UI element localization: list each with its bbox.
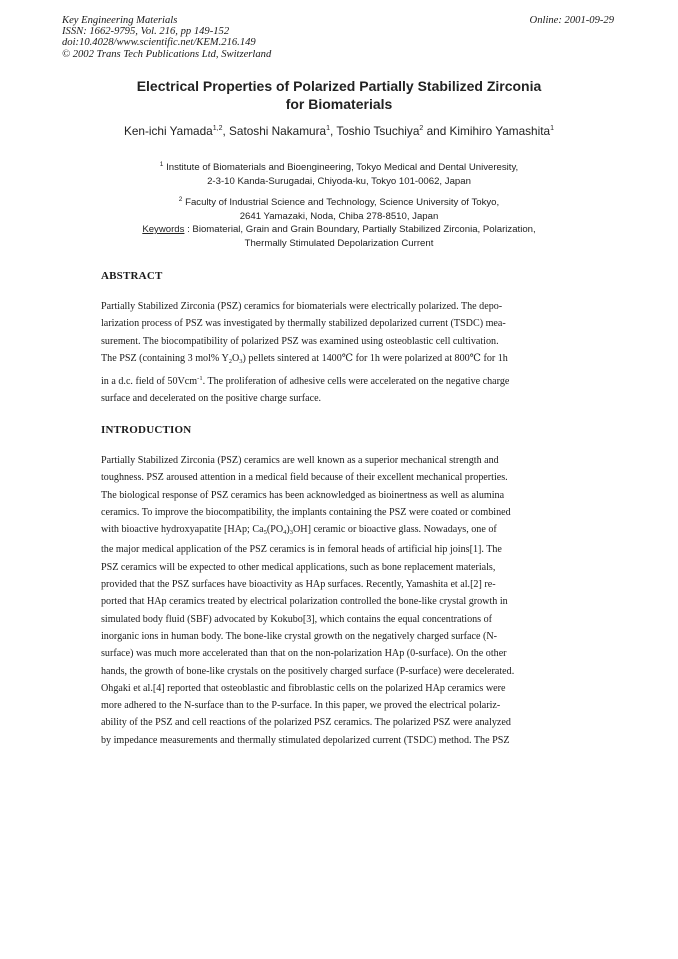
keywords-label: Keywords — [142, 224, 185, 235]
text-run: . The proliferation of adhesive cells were accelerated on the negative charge — [202, 376, 510, 388]
text-line: Partially Stabilized Zirconia (PSZ) ceramics for biomaterials were electrically polarized. The depo- — [101, 301, 503, 312]
affiliation-line — [60, 158, 618, 175]
superscript: -1 — [197, 375, 203, 383]
affiliation-mark: 2 — [178, 196, 183, 203]
keywords-text: : Biomaterial, Grain and Grain Boundary, Partially Stabilized Zirconia, Polarization, — [184, 224, 536, 235]
text-line: inorganic ions in human body. The bone-like crystal growth on the negatively charged surface (N- — [101, 630, 497, 642]
affiliation-mark: 1,2 — [212, 125, 223, 132]
keywords — [60, 223, 618, 251]
text-line: Ohgaki et al.[4] reported that osteoblastic and fibroblastic cells on the polarized HAp ceramics were — [101, 682, 506, 694]
author-name: Kimihiro Yamashita — [449, 124, 551, 138]
text-run: (PO — [266, 524, 284, 536]
text-line: surface) was much more accelerated than that on the non-polarization HAp (0-surface). On the other — [101, 648, 507, 660]
text-line — [101, 350, 549, 370]
author-separator: , — [329, 124, 337, 138]
author-name: Ken-ichi Yamada — [123, 124, 213, 138]
journal-header — [62, 15, 271, 60]
text-line: The biological response of PSZ ceramics has been acknowledged as bioinertness as well as alumina — [101, 489, 505, 501]
abstract-heading: ABSTRACT — [101, 270, 163, 282]
paper-title — [60, 77, 618, 113]
journal-name: Key Engineering Materials — [62, 15, 178, 26]
text-line: surface and decelerated on the positive charge surface. — [101, 393, 322, 405]
keywords-line-1 — [60, 223, 618, 237]
text-run: ) — [286, 524, 290, 536]
text-line: ported that HAp ceramics treated by electrical polarization controlled the bone-like crystal growth in — [101, 596, 508, 608]
author-name: Satoshi Nakamura — [229, 124, 327, 138]
abstract-body — [101, 298, 549, 408]
issn-line: ISSN: 1662-9795, Vol. 216, pp 149-152 — [62, 26, 230, 38]
author-name: Toshio Tsuchiya — [336, 124, 420, 138]
text-line: by impedance measurements and thermally stimulated depolarized current (TSDC) method. The PSZ — [101, 734, 510, 746]
author-separator: , — [222, 124, 230, 138]
subscript: 3 — [289, 529, 293, 537]
introduction-heading: INTRODUCTION — [101, 424, 192, 436]
text-line: toughness. PSZ aroused attention in a medical field because of their excellent mechanical properties. — [101, 472, 508, 484]
affiliation-address: 2-3-10 Kanda-Surugadai, Chiyoda-ku, Tokyo 101-0062, Japan — [207, 176, 471, 187]
keywords-line-2: Thermally Stimulated Depolarization Current — [244, 238, 434, 249]
text-line: provided that the PSZ surfaces have bioactivity as HAp surfaces. Recently, Yamashita et al.[2] re- — [101, 579, 496, 591]
subscript: 3 — [239, 357, 243, 365]
subscript: 4 — [283, 529, 287, 537]
text-line: the major medical application of the PSZ ceramics is in femoral heads of artificial hip joins[1]. The — [101, 544, 502, 556]
text-line — [101, 370, 549, 390]
text-run: The PSZ (containing 3 mol% Y — [101, 352, 229, 364]
affiliation-mark: 1 — [159, 161, 164, 168]
text-line: simulated body fluid (SBF) advocated by Kokubo[3], which contains the equal concentrations of — [101, 613, 493, 625]
subscript: 2 — [228, 357, 232, 365]
text-run: in a d.c. field of 50Vcm — [101, 376, 198, 388]
author-list — [60, 124, 618, 138]
text-run: with bioactive hydroxyapatite [HAp; Ca — [101, 524, 264, 536]
text-line: larization process of PSZ was investigated by thermally stabilized depolarized current (TSDC) mea- — [101, 318, 506, 330]
text-run: ) pellets sintered at 1400℃ for 1h were polarized at 800℃ for 1h — [242, 352, 508, 364]
text-run: OH] ceramic or bioactive glass. Nowadays, one of — [292, 524, 497, 536]
affiliation-line — [60, 193, 618, 210]
text-line: hands, the growth of bone-like crystals on the positively charged surface (P-surface) were decelerated. — [101, 665, 515, 677]
text-run: O — [232, 352, 240, 364]
title-line-1: Electrical Properties of Polarized Partially Stabilized Zirconia — [136, 78, 542, 94]
author-separator: and — [423, 124, 450, 138]
introduction-body — [101, 452, 549, 749]
text-line: ceramics. To improve the biocompatibility, the implants containing the PSZ were coated or combined — [101, 506, 511, 518]
affiliation-address: 2641 Yamazaki, Noda, Chiba 278-8510, Japan — [239, 211, 439, 222]
text-line: Partially Stabilized Zirconia (PSZ) ceramics are well known as a superior mechanical strength and — [101, 455, 499, 466]
affiliation-2 — [60, 193, 618, 224]
copyright-line: © 2002 Trans Tech Publications Ltd, Switzerland — [62, 48, 272, 60]
text-line: surement. The biocompatibility of polarized PSZ was examined using osteoblastic cell cultivation. — [101, 335, 499, 347]
title-line-2: for Biomaterials — [285, 96, 393, 112]
online-date: Online: 2001-09-29 — [529, 15, 614, 26]
text-line: ability of the PSZ and cell reactions of the polarized PSZ ceramics. The polarized PSZ were analyzed — [101, 717, 511, 729]
text-line: PSZ ceramics will be expected to other medical applications, such as bone replacement materials, — [101, 561, 496, 573]
affiliation-mark: 1 — [326, 125, 330, 132]
affiliation-text: Institute of Biomaterials and Bioengineering, Tokyo Medical and Dental Univeresity, — [166, 162, 519, 173]
subscript: 5 — [263, 529, 267, 537]
affiliation-mark: 1 — [550, 125, 554, 132]
affiliation-1 — [60, 158, 618, 189]
text-line: more adhered to the N-surface than to the P-surface. In this paper, we proved the electrical polariz- — [101, 700, 501, 712]
affiliation-text: Faculty of Industrial Science and Technology, Science University of Tokyo, — [185, 197, 500, 208]
affiliation-mark: 2 — [419, 125, 424, 132]
doi-line: doi:10.4028/www.scientific.net/KEM.216.149 — [62, 37, 256, 49]
text-line — [101, 521, 549, 541]
